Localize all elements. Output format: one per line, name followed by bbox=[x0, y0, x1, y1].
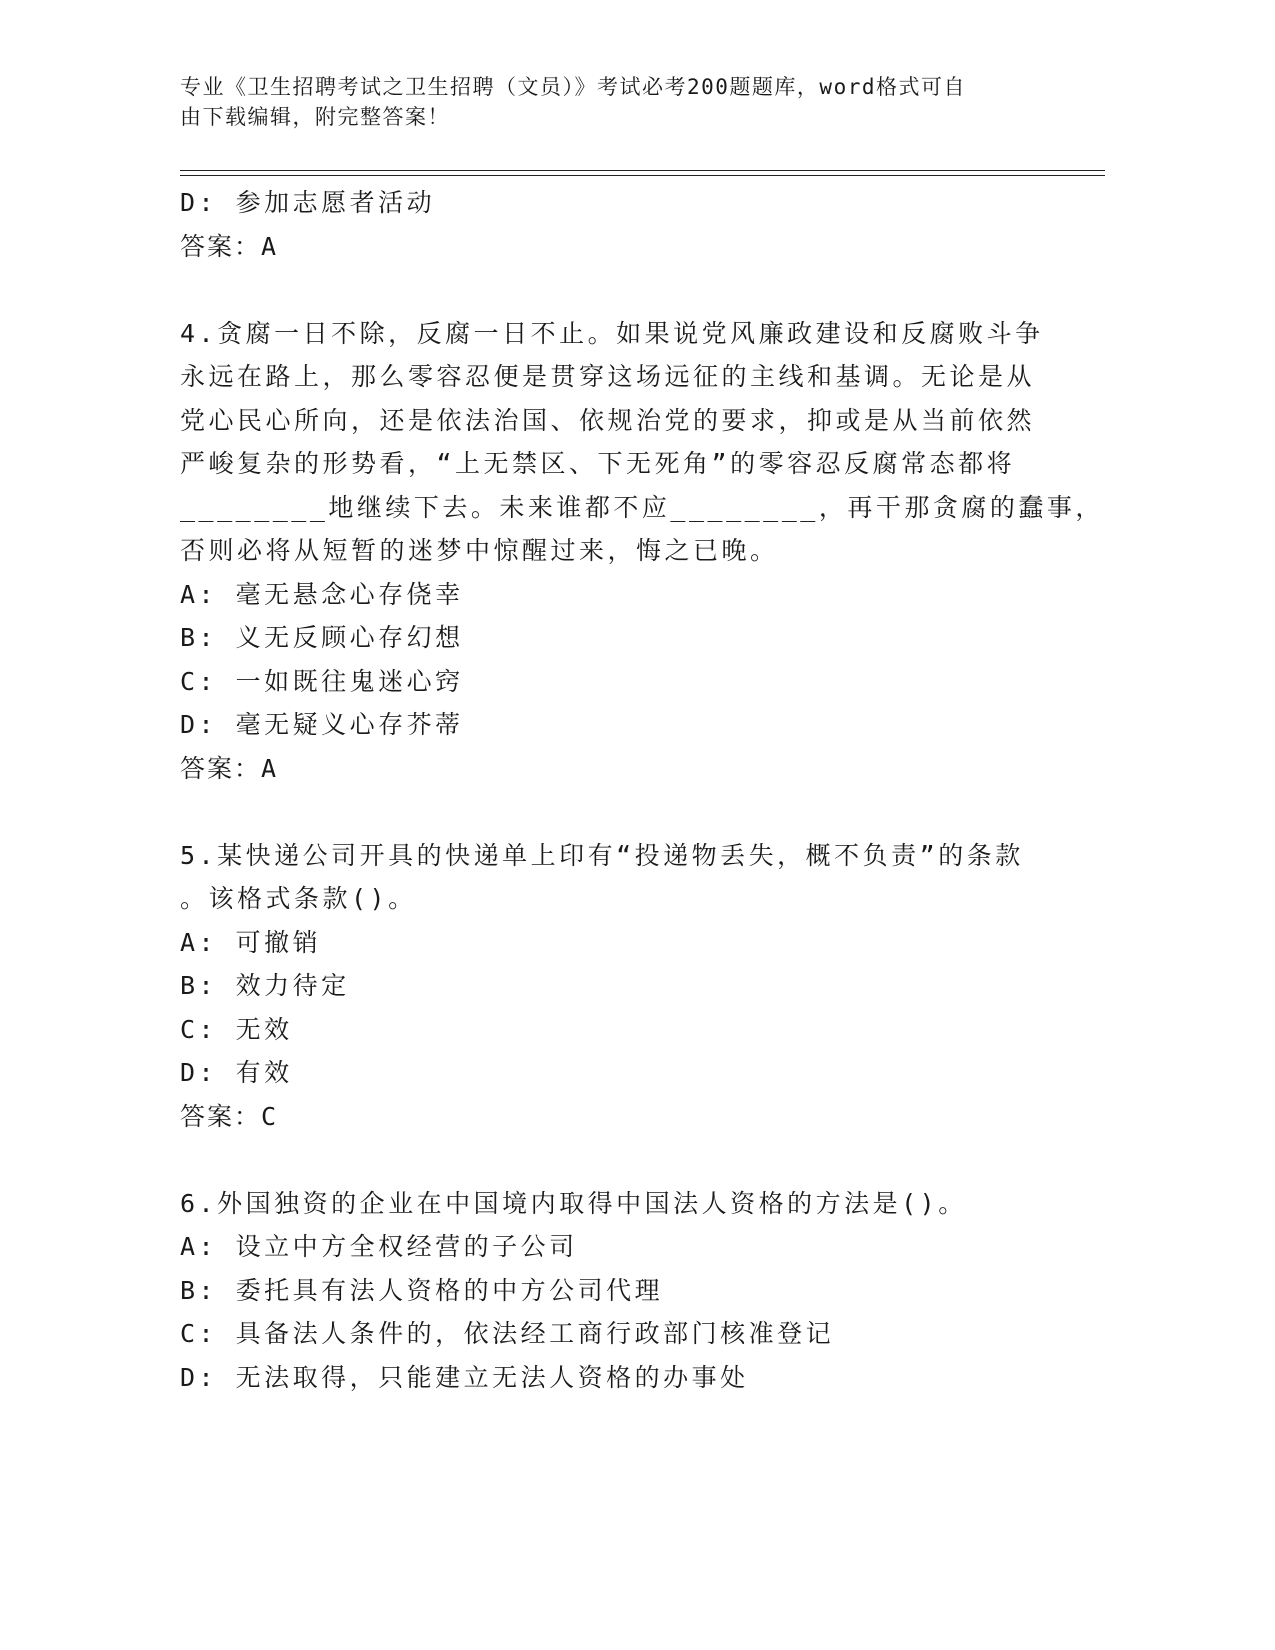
q4-stem-line: 严峻复杂的形势看，“上无禁区、下无死角”的零容忍反腐常态都将 bbox=[180, 449, 1016, 478]
q6-stem-line: 6.外国独资的企业在中国境内取得中国法人资格的方法是()。 bbox=[180, 1188, 967, 1218]
q6-option-d: D: 无法取得，只能建立无法人资格的办事处 bbox=[180, 1362, 749, 1392]
q6-stem bbox=[180, 1182, 1020, 1226]
q5-stem-line: 。该格式条款()。 bbox=[180, 884, 417, 913]
q4-option-a: A: 毫无悬念心存侥幸 bbox=[180, 579, 464, 609]
q5-option-c: C: 无效 bbox=[180, 1014, 293, 1044]
q5-stem-line: 5.某快递公司开具的快递单上印有“投递物丢失，概不负责”的条款 bbox=[180, 840, 1024, 870]
q3-answer: 答案：A bbox=[180, 231, 279, 261]
q4-option-c: C: 一如既往鬼迷心窍 bbox=[180, 666, 464, 696]
document-header bbox=[180, 72, 1030, 132]
header-rule-bottom bbox=[180, 175, 1105, 176]
spacer bbox=[180, 268, 1080, 312]
q4-stem-line: 党心民心所向，还是依法治国、依规治党的要求，抑或是从当前依然 bbox=[180, 405, 1036, 435]
q4-stem-line: 永远在路上，那么零容忍便是贯穿这场远征的主线和基调。无论是从 bbox=[180, 362, 1036, 391]
header-line-1: 专业《卫生招聘考试之卫生招聘（文员）》考试必考200题题库，word格式可自 bbox=[180, 75, 966, 99]
q4-stem-line: 4.贪腐一日不除，反腐一日不止。如果说党风廉政建设和反腐败斗争 bbox=[180, 318, 1044, 348]
q4-stem bbox=[180, 312, 1104, 573]
q4-stem-line: 否则必将从短暂的迷梦中惊醒过来，悔之已晚。 bbox=[180, 536, 779, 565]
q4-option-d: D: 毫无疑义心存芥蒂 bbox=[180, 710, 464, 739]
q5-option-a: A: 可撤销 bbox=[180, 927, 322, 957]
q5-stem bbox=[180, 834, 1024, 921]
spacer bbox=[180, 790, 1080, 834]
q4-stem-line: ________地继续下去。未来谁都不应________，再干那贪腐的蠢事， bbox=[180, 492, 1104, 522]
q6-option-a: A: 设立中方全权经营的子公司 bbox=[180, 1232, 578, 1261]
header-line-2: 由下载编辑，附完整答案！ bbox=[180, 105, 450, 129]
q4-option-b: B: 义无反顾心存幻想 bbox=[180, 623, 464, 652]
q4-answer: 答案：A bbox=[180, 753, 279, 783]
header-rule-top bbox=[180, 170, 1105, 171]
q5-option-d: D: 有效 bbox=[180, 1058, 293, 1087]
document-body bbox=[180, 181, 1104, 1399]
q6-option-c: C: 具备法人条件的，依法经工商行政部门核准登记 bbox=[180, 1319, 835, 1348]
q5-option-b: B: 效力待定 bbox=[180, 971, 350, 1000]
q5-answer: 答案：C bbox=[180, 1101, 279, 1131]
q3-option-d: D: 参加志愿者活动 bbox=[180, 188, 436, 217]
q6-option-b: B: 委托具有法人资格的中方公司代理 bbox=[180, 1275, 664, 1305]
spacer bbox=[180, 1138, 1080, 1182]
